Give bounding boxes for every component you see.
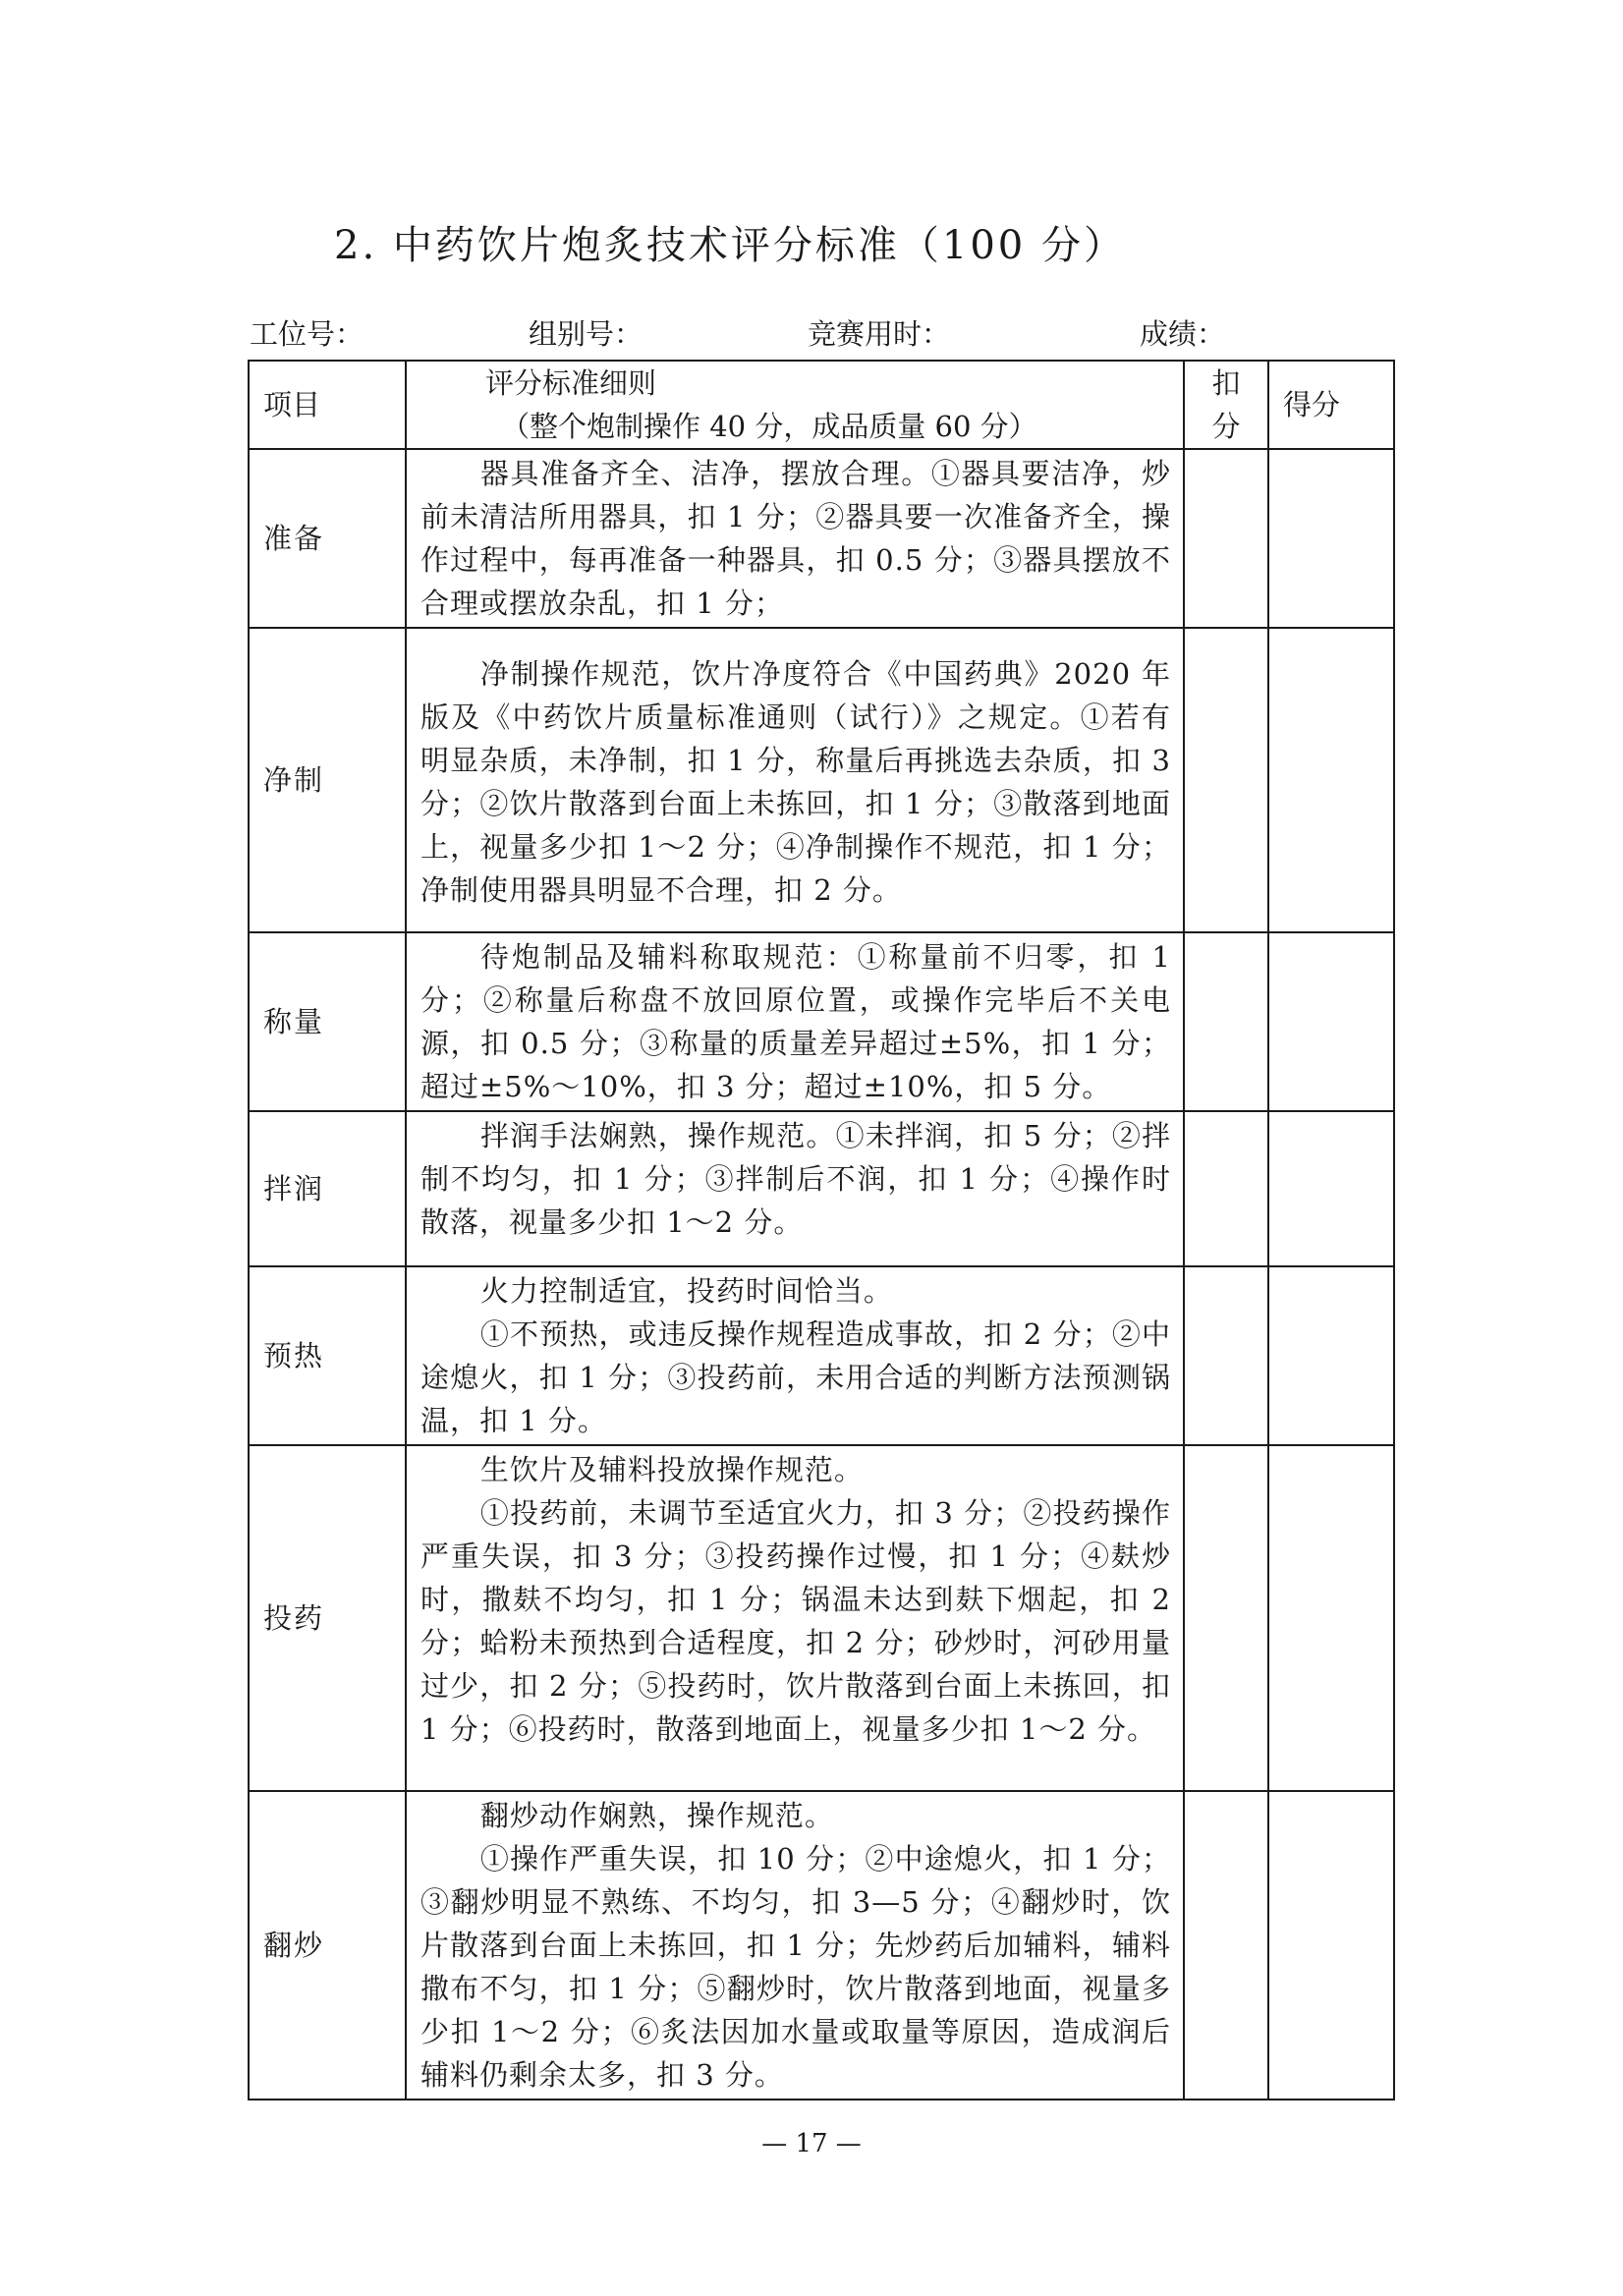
- header-deduct: [1184, 361, 1268, 449]
- criteria-text: 拌润手法娴熟，操作规范。①未拌润，扣 5 分；②拌制不均匀，扣 1 分；③拌制后不润，扣 1 分；④操作时散落，视量多少扣 1～2 分。: [420, 1119, 1171, 1239]
- score-cell[interactable]: [1268, 1266, 1394, 1445]
- criteria-text: 翻炒动作娴熟，操作规范。: [479, 1799, 834, 1832]
- table-row: [249, 449, 1394, 628]
- header-score: 得分: [1268, 361, 1394, 449]
- result-label: 成绩：: [1140, 317, 1226, 351]
- row-criteria: [406, 1791, 1184, 2100]
- row-item-label: 称量: [249, 932, 406, 1111]
- score-cell[interactable]: [1268, 628, 1394, 932]
- row-item-label: 净制: [249, 628, 406, 932]
- row-criteria: [406, 449, 1184, 628]
- criteria-text: ①投药前，未调节至适宜火力，扣 3 分；②投药操作严重失误，扣 3 分；③投药操作过慢，扣 1 分；④麸炒时，撒麸不均匀，扣 1 分；锅温未达到麸下烟起，扣 2 分；蛤粉未预热到合适程度，扣 2 分；砂炒时，河砂用量过少，扣 2 分；⑤投药时，饮片散落到台面上未拣回，扣 1 分；⑥投药时，散落到地面上，视量多少扣 1～2 分。: [420, 1496, 1171, 1746]
- score-cell[interactable]: [1268, 1445, 1394, 1791]
- deduct-cell[interactable]: [1184, 1445, 1268, 1791]
- table-row: [249, 1791, 1394, 2100]
- score-cell[interactable]: [1268, 1111, 1394, 1266]
- deduct-cell[interactable]: [1184, 1791, 1268, 2100]
- deduct-cell[interactable]: [1184, 628, 1268, 932]
- row-item-label: 拌润: [249, 1111, 406, 1266]
- row-criteria: [406, 1266, 1184, 1445]
- deduct-cell[interactable]: [1184, 1111, 1268, 1266]
- row-criteria: [406, 932, 1184, 1111]
- table-row: [249, 1445, 1394, 1791]
- row-item-label: 翻炒: [249, 1791, 406, 2100]
- row-criteria: [406, 1111, 1184, 1266]
- row-criteria: [406, 1445, 1184, 1791]
- header-criteria: [406, 361, 1184, 449]
- page-title: 2. 中药饮片炮炙技术评分标准（100 分）: [334, 223, 1126, 268]
- row-item-label: 投药: [249, 1445, 406, 1791]
- competition-time-label: 竞赛用时：: [808, 317, 951, 351]
- header-criteria-title: 评分标准细则: [485, 366, 657, 400]
- table-row: [249, 1266, 1394, 1445]
- table-row: [249, 628, 1394, 932]
- table-header-row: [249, 361, 1394, 449]
- criteria-text: 器具准备齐全、洁净，摆放合理。①器具要洁净，炒前未清洁所用器具，扣 1 分；②器具要一次准备齐全，操作过程中，每再准备一种器具，扣 0.5 分；③器具摆放不合理或摆放杂乱，扣 1 分；: [420, 457, 1171, 620]
- criteria-text: 待炮制品及辅料称取规范：①称量前不归零，扣 1 分；②称量后称盘不放回原位置，或操作完毕后不关电源，扣 0.5 分；③称量的质量差异超过±5%，扣 1 分；超过±5%～10%，扣 3 分；超过±10%，扣 5 分。: [420, 940, 1171, 1103]
- criteria-text: 火力控制适宜，投药时间恰当。: [479, 1274, 893, 1308]
- scoring-table: [248, 360, 1395, 2100]
- row-criteria: [406, 628, 1184, 932]
- score-cell[interactable]: [1268, 1791, 1394, 2100]
- header-item: 项目: [249, 361, 406, 449]
- deduct-cell[interactable]: [1184, 932, 1268, 1111]
- station-number-label: 工位号：: [250, 317, 364, 351]
- header-deduct-line1: 扣: [1211, 366, 1241, 400]
- group-number-label: 组别号：: [529, 317, 644, 351]
- header-criteria-subtitle: （整个炮制操作 40 分，成品质量 60 分）: [501, 410, 1037, 443]
- criteria-text: 生饮片及辅料投放操作规范。: [479, 1453, 864, 1486]
- page-number: — 17 —: [761, 2129, 862, 2158]
- deduct-cell[interactable]: [1184, 449, 1268, 628]
- table-row: [249, 932, 1394, 1111]
- row-item-label: 预热: [249, 1266, 406, 1445]
- score-cell[interactable]: [1268, 449, 1394, 628]
- header-deduct-line2: 分: [1211, 410, 1241, 443]
- criteria-text: ①不预热，或违反操作规程造成事故，扣 2 分；②中途熄火，扣 1 分；③投药前，未用合适的判断方法预测锅温，扣 1 分。: [420, 1317, 1171, 1437]
- criteria-text: 净制操作规范，饮片净度符合《中国药典》2020 年版及《中药饮片质量标准通则（试行）》之规定。①若有明显杂质，未净制，扣 1 分，称量后再挑选去杂质，扣 3 分；②饮片散落到台面上未拣回，扣 1 分；③散落到地面上，视量多少扣 1～2 分；④净制操作不规范，扣 1 分；净制使用器具明显不合理，扣 2 分。: [420, 657, 1171, 907]
- deduct-cell[interactable]: [1184, 1266, 1268, 1445]
- criteria-text: ①操作严重失误，扣 10 分；②中途熄火，扣 1 分；③翻炒明显不熟练、不均匀，扣 3—5 分；④翻炒时，饮片散落到台面上未拣回，扣 1 分；先炒药后加辅料，辅料撒布不匀，扣 1 分；⑤翻炒时，饮片散落到地面，视量多少扣 1～2 分；⑥炙法因加水量或取量等原因，造成润后辅料仍剩余太多，扣 3 分。: [420, 1842, 1171, 2092]
- score-cell[interactable]: [1268, 932, 1394, 1111]
- row-item-label: 准备: [249, 449, 406, 628]
- table-row: [249, 1111, 1394, 1266]
